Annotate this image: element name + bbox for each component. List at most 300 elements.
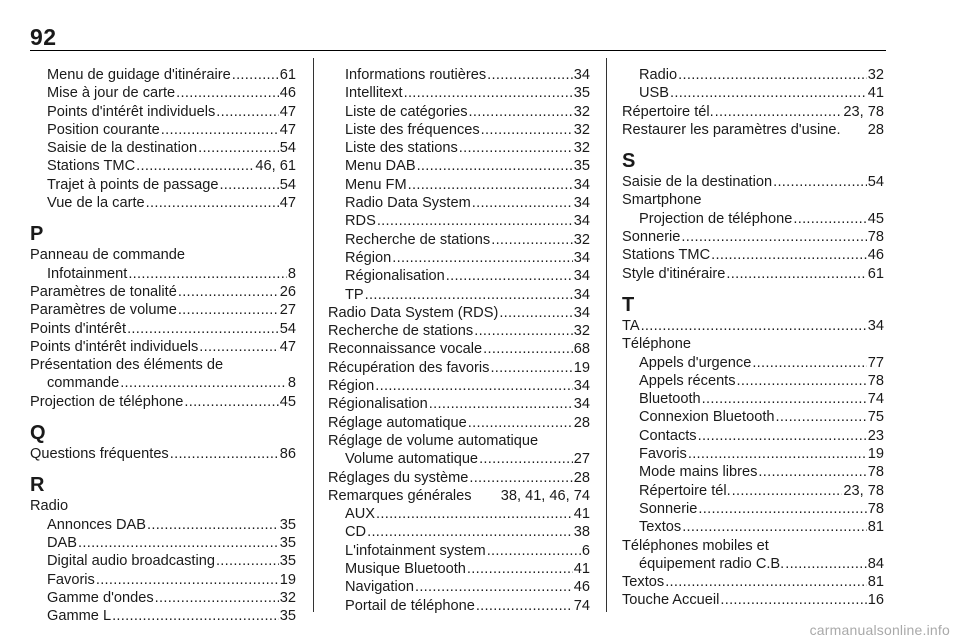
index-entry (622, 246, 884, 264)
entry-label: Liste des fréquences (345, 121, 480, 138)
index-subentry (30, 552, 296, 570)
index-subentry (30, 589, 296, 607)
entry-label: Musique Bluetooth (345, 561, 466, 578)
dot-leader (376, 505, 573, 523)
entry-label: Navigation (345, 579, 414, 596)
dot-leader (698, 427, 867, 445)
entry-page-numbers: 16 (867, 592, 884, 609)
entry-page-numbers: 68 (573, 341, 590, 358)
dot-leader (127, 320, 279, 338)
entry-label: Menu FM (345, 176, 407, 193)
entry-label: USB (639, 85, 670, 102)
index-subentry (622, 482, 884, 500)
dot-leader (469, 103, 573, 121)
dot-leader (375, 377, 573, 395)
dot-leader (641, 317, 867, 335)
entry-label: Volume automatique (345, 451, 479, 468)
entry-page-numbers: 46 (573, 579, 590, 596)
entry-page-numbers: 34 (573, 396, 590, 413)
dot-leader (665, 573, 867, 591)
entry-page-numbers: 28 (867, 121, 884, 138)
entry-label: Projection de téléphone (30, 393, 184, 410)
page-number: 92 (30, 24, 57, 50)
entry-label: Projection de téléphone (639, 210, 793, 227)
dot-leader (198, 139, 279, 157)
index-subentry (328, 139, 590, 157)
dot-leader (476, 597, 573, 615)
entry-page-numbers: 41 (867, 85, 884, 102)
entry-page-numbers: 35 (279, 608, 296, 625)
entry-page-numbers: 35 (573, 85, 590, 102)
entry-label: Trajet à points de passage (47, 176, 219, 193)
index-entry (328, 377, 590, 395)
index-entry (30, 283, 296, 301)
entry-label: Connexion Bluetooth (639, 409, 775, 426)
index-subentry (622, 445, 884, 463)
dot-leader (219, 176, 278, 194)
index-subentry (328, 157, 590, 175)
dot-leader (468, 414, 573, 432)
index-subentry (328, 286, 590, 304)
entry-page-numbers: 74 (867, 391, 884, 408)
entry-label: Style d'itinéraire (622, 265, 726, 282)
dot-leader (715, 103, 843, 121)
dot-leader (499, 304, 572, 322)
entry-page-numbers: 35 (573, 158, 590, 175)
index-subentry (328, 194, 590, 212)
dot-leader (128, 265, 287, 283)
entry-label: Liste de catégories (345, 103, 468, 120)
entry-page-numbers: 54 (867, 174, 884, 191)
entry-page-numbers: 45 (279, 393, 296, 410)
entry-page-numbers: 32 (573, 103, 590, 120)
index-subentry (622, 408, 884, 426)
entry-page-numbers: 8 (287, 375, 296, 392)
entry-label: Favoris (639, 446, 687, 463)
index-entry (328, 487, 590, 505)
entry-label: Bluetooth (639, 391, 701, 408)
entry-label: TA (622, 317, 640, 334)
column-divider (313, 58, 314, 612)
entry-label: Favoris (47, 571, 95, 588)
entry-page-numbers: 32 (279, 589, 296, 606)
entry-page-numbers: 34 (867, 317, 884, 334)
entry-page-numbers: 34 (573, 286, 590, 303)
entry-label: Récupération des favoris (328, 359, 490, 376)
dot-leader (78, 534, 279, 552)
entry-label: Textos (639, 519, 682, 536)
dot-leader (147, 516, 279, 534)
index-column-1 (30, 66, 296, 625)
index-subentry (30, 374, 296, 392)
entry-label: Infotainment (47, 265, 128, 282)
entry-page-numbers: 35 (279, 516, 296, 533)
index-subentry (622, 66, 884, 84)
dot-leader (96, 571, 279, 589)
header-rule (30, 50, 886, 51)
index-subentry (328, 66, 590, 84)
entry-label: Réglage automatique (328, 414, 467, 431)
dot-leader (365, 286, 573, 304)
index-entry (622, 103, 884, 121)
dot-leader (377, 212, 573, 230)
entry-label: Restaurer les paramètres d'usine. (622, 121, 841, 138)
entry-label: Appels d'urgence (639, 354, 752, 371)
entry-page-numbers: 61 (279, 67, 296, 83)
entry-page-numbers: 26 (279, 283, 296, 300)
index-entry (30, 393, 296, 411)
dot-leader (467, 560, 573, 578)
dot-leader (459, 139, 573, 157)
dot-leader (752, 354, 866, 372)
entry-page-numbers: 23 (867, 427, 884, 444)
entry-label: Répertoire tél. (639, 482, 731, 499)
entry-page-numbers: 78 (867, 500, 884, 517)
entry-label: Paramètres de tonalité (30, 283, 177, 300)
dot-leader (417, 157, 573, 175)
entry-page-numbers: 32 (867, 67, 884, 83)
entry-page-numbers: 6 (581, 542, 590, 559)
entry-label: Portail de téléphone (345, 597, 475, 614)
entry-label: Recherche de stations (345, 231, 491, 248)
entry-label: Régionalisation (345, 268, 445, 285)
index-entry (622, 228, 884, 246)
entry-label: Radio Data System (RDS) (328, 304, 499, 321)
dot-leader (161, 121, 279, 139)
dot-leader (678, 66, 867, 84)
dot-leader (758, 463, 866, 481)
dot-leader (184, 393, 278, 411)
dot-leader (702, 390, 867, 408)
dot-leader (776, 408, 867, 426)
dot-leader (404, 84, 573, 102)
dot-leader (232, 66, 279, 84)
entry-label: RDS (345, 213, 376, 230)
entry-page-numbers: 34 (573, 213, 590, 230)
entry-page-numbers: 75 (867, 409, 884, 426)
index-subentry (622, 354, 884, 372)
entry-label: DAB (47, 534, 78, 551)
entry-label: Liste des stations (345, 140, 458, 157)
entry-label: Intellitext (345, 85, 403, 102)
index-subentry (328, 450, 590, 468)
dot-leader (481, 121, 573, 139)
entry-label: Recherche de stations (328, 323, 474, 340)
entry-label: Région (345, 249, 392, 266)
entry-page-numbers: 45 (867, 210, 884, 227)
entry-page-numbers: 34 (573, 268, 590, 285)
entry-page-numbers: 46 (867, 247, 884, 264)
entry-label: Régionalisation (328, 396, 428, 413)
dot-leader (472, 194, 573, 212)
dot-leader (682, 518, 867, 536)
dot-leader (793, 210, 866, 228)
index-heading: Présentation des éléments de (30, 357, 224, 374)
entry-label: Gamme d'ondes (47, 589, 154, 606)
entry-page-numbers: 32 (573, 231, 590, 248)
dot-leader (120, 374, 287, 392)
entry-page-numbers: 84 (867, 555, 884, 572)
entry-label: Saisie de la destination (47, 140, 198, 157)
index-subentry (30, 103, 296, 121)
entry-page-numbers: 32 (573, 140, 590, 157)
entry-label: Reconnaissance vocale (328, 341, 483, 358)
index-section-letter: Q (30, 422, 46, 445)
index-subentry (622, 84, 884, 102)
index-subentry (30, 157, 296, 175)
entry-label: TP (345, 286, 364, 303)
dot-leader (199, 338, 278, 356)
entry-page-numbers: 23, 78 (843, 103, 884, 120)
dot-leader (491, 231, 573, 249)
entry-page-numbers: 34 (573, 249, 590, 266)
entry-label: Menu DAB (345, 158, 416, 175)
entry-page-numbers: 38, 41, 46, 74 (500, 487, 590, 504)
dot-leader (720, 591, 866, 609)
entry-page-numbers: 81 (867, 574, 884, 591)
entry-label: Questions fréquentes (30, 446, 169, 463)
index-entry (30, 320, 296, 338)
index-subentry (328, 176, 590, 194)
dot-leader (688, 445, 867, 463)
index-entry (328, 340, 590, 358)
dot-leader (367, 523, 573, 541)
entry-page-numbers: 47 (279, 338, 296, 355)
entry-label: Informations routières (345, 67, 487, 83)
dot-leader (698, 500, 866, 518)
entry-label: Stations TMC (47, 158, 136, 175)
index-subentry (328, 249, 590, 267)
index-subentry (622, 463, 884, 481)
dot-leader (490, 359, 572, 377)
dot-leader (446, 267, 573, 285)
entry-label: Mise à jour de carte (47, 85, 176, 102)
entry-page-numbers: 34 (573, 304, 590, 321)
index-entry (328, 414, 590, 432)
entry-page-numbers: 8 (287, 265, 296, 282)
entry-label: Appels récents (639, 372, 736, 389)
entry-label: Mode mains libres (639, 464, 758, 481)
index-subentry (328, 505, 590, 523)
entry-label: Digital audio broadcasting (47, 553, 215, 570)
entry-label: AUX (345, 506, 376, 523)
entry-page-numbers: 46, 61 (255, 158, 296, 175)
entry-label: Réglages du système (328, 469, 469, 486)
entry-label: Sonnerie (639, 500, 698, 517)
entry-page-numbers: 34 (573, 67, 590, 83)
entry-page-numbers: 46 (279, 85, 296, 102)
entry-page-numbers: 86 (279, 446, 296, 463)
index-subentry (622, 427, 884, 445)
dot-leader (670, 84, 867, 102)
entry-page-numbers: 32 (573, 121, 590, 138)
index-subentry (622, 372, 884, 390)
dot-leader (216, 552, 279, 570)
index-section-letter: P (30, 223, 44, 246)
entry-page-numbers: 19 (867, 446, 884, 463)
entry-page-numbers: 34 (573, 176, 590, 193)
dot-leader (176, 84, 279, 102)
index-subentry (328, 560, 590, 578)
entry-label: Radio (639, 67, 678, 83)
entry-page-numbers: 77 (867, 354, 884, 371)
dot-leader (155, 589, 279, 607)
index-column-2 (328, 66, 590, 615)
index-subentry (328, 103, 590, 121)
entry-label: Gamme L (47, 608, 112, 625)
index-entry (622, 265, 884, 283)
dot-leader (479, 450, 573, 468)
dot-leader (429, 395, 573, 413)
dot-leader (785, 555, 867, 573)
index-entry (622, 173, 884, 191)
entry-page-numbers: 28 (573, 469, 590, 486)
entry-label: Points d'intérêt individuels (47, 103, 216, 120)
index-heading: Téléphone (622, 336, 691, 353)
index-entry (328, 359, 590, 377)
dot-leader (732, 482, 843, 500)
entry-label: Radio Data System (345, 195, 471, 212)
entry-page-numbers: 47 (279, 103, 296, 120)
entry-page-numbers: 47 (279, 121, 296, 138)
index-subentry (328, 542, 590, 560)
entry-page-numbers: 61 (867, 265, 884, 282)
index-column-3 (622, 66, 884, 610)
entry-page-numbers: 54 (279, 176, 296, 193)
entry-label: Remarques générales (328, 487, 472, 504)
index-section-letter: R (30, 474, 45, 497)
index-entry (30, 445, 296, 463)
index-entry (328, 304, 590, 322)
index-subentry (328, 231, 590, 249)
entry-label: CD (345, 524, 367, 541)
entry-page-numbers: 38 (573, 524, 590, 541)
entry-label: Contacts (639, 427, 697, 444)
entry-page-numbers: 19 (573, 359, 590, 376)
index-subentry (328, 578, 590, 596)
dot-leader (170, 445, 279, 463)
column-divider (606, 58, 607, 612)
entry-label: Saisie de la destination (622, 174, 773, 191)
entry-page-numbers: 34 (573, 378, 590, 395)
index-subentry (622, 555, 884, 573)
entry-label: Menu de guidage d'itinéraire (47, 67, 231, 83)
index-entry (622, 573, 884, 591)
entry-label: Annonces DAB (47, 516, 146, 533)
index-subentry (622, 210, 884, 228)
index-heading: Smartphone (622, 192, 702, 209)
entry-page-numbers: 19 (279, 571, 296, 588)
entry-page-numbers: 47 (279, 195, 296, 212)
dot-leader (773, 173, 867, 191)
entry-page-numbers: 81 (867, 519, 884, 536)
index-subentry (328, 121, 590, 139)
index-subentry (30, 516, 296, 534)
entry-page-numbers: 35 (279, 553, 296, 570)
dot-leader (487, 66, 573, 84)
index-entry (30, 301, 296, 319)
dot-leader (415, 578, 573, 596)
entry-page-numbers: 23, 78 (843, 482, 884, 499)
dot-leader (737, 372, 867, 390)
dot-leader (408, 176, 573, 194)
dot-leader (474, 322, 573, 340)
entry-label: Points d'intérêt (30, 320, 127, 337)
entry-label: Stations TMC (622, 247, 711, 264)
index-subentry (328, 267, 590, 285)
entry-page-numbers: 54 (279, 320, 296, 337)
index-heading: Radio (30, 498, 69, 515)
index-subentry (30, 607, 296, 625)
index-section-letter: S (622, 150, 636, 173)
index-subentry (328, 523, 590, 541)
entry-label: Touche Accueil (622, 592, 720, 609)
entry-label: Textos (622, 574, 665, 591)
entry-label: Sonnerie (622, 229, 681, 246)
dot-leader (469, 469, 572, 487)
dot-leader (136, 157, 254, 175)
entry-label: équipement radio C.B. (639, 555, 785, 572)
index-entry (328, 469, 590, 487)
entry-label: L'infotainment system (345, 542, 486, 559)
index-subentry (328, 212, 590, 230)
index-entry (622, 121, 884, 139)
entry-page-numbers: 74 (573, 597, 590, 614)
watermark: carmanualsonline.info (809, 622, 950, 638)
entry-page-numbers: 41 (573, 561, 590, 578)
dot-leader (216, 103, 278, 121)
dot-leader (392, 249, 573, 267)
index-subentry (30, 176, 296, 194)
dot-leader (146, 194, 279, 212)
entry-label: Région (328, 378, 375, 395)
index-section-letter: T (622, 293, 635, 316)
dot-leader (681, 228, 866, 246)
entry-page-numbers: 35 (279, 534, 296, 551)
index-subentry (328, 597, 590, 615)
index-subentry (30, 571, 296, 589)
index-subentry (30, 534, 296, 552)
entry-label: Paramètres de volume (30, 302, 177, 319)
entry-label: Position courante (47, 121, 160, 138)
index-subentry (30, 139, 296, 157)
entry-label: Points d'intérêt individuels (30, 338, 199, 355)
index-subentry (30, 121, 296, 139)
entry-page-numbers: 32 (573, 323, 590, 340)
index-heading: Panneau de commande (30, 247, 185, 264)
entry-page-numbers: 27 (279, 302, 296, 319)
dot-leader (711, 246, 867, 264)
dot-leader (112, 607, 279, 625)
index-entry (622, 591, 884, 609)
index-subentry (328, 84, 590, 102)
entry-label: commande (47, 375, 120, 392)
entry-label: Répertoire tél. (622, 103, 714, 120)
entry-label: Vue de la carte (47, 195, 145, 212)
dot-leader (178, 283, 279, 301)
index-subentry (30, 265, 296, 283)
entry-page-numbers: 28 (573, 414, 590, 431)
dot-leader (483, 340, 573, 358)
index-subentry (622, 500, 884, 518)
entry-page-numbers: 78 (867, 229, 884, 246)
entry-page-numbers: 78 (867, 372, 884, 389)
index-entry (622, 317, 884, 335)
index-entry (30, 338, 296, 356)
index-subentry (622, 390, 884, 408)
index-entry (328, 322, 590, 340)
index-heading: Téléphones mobiles et (622, 537, 769, 554)
